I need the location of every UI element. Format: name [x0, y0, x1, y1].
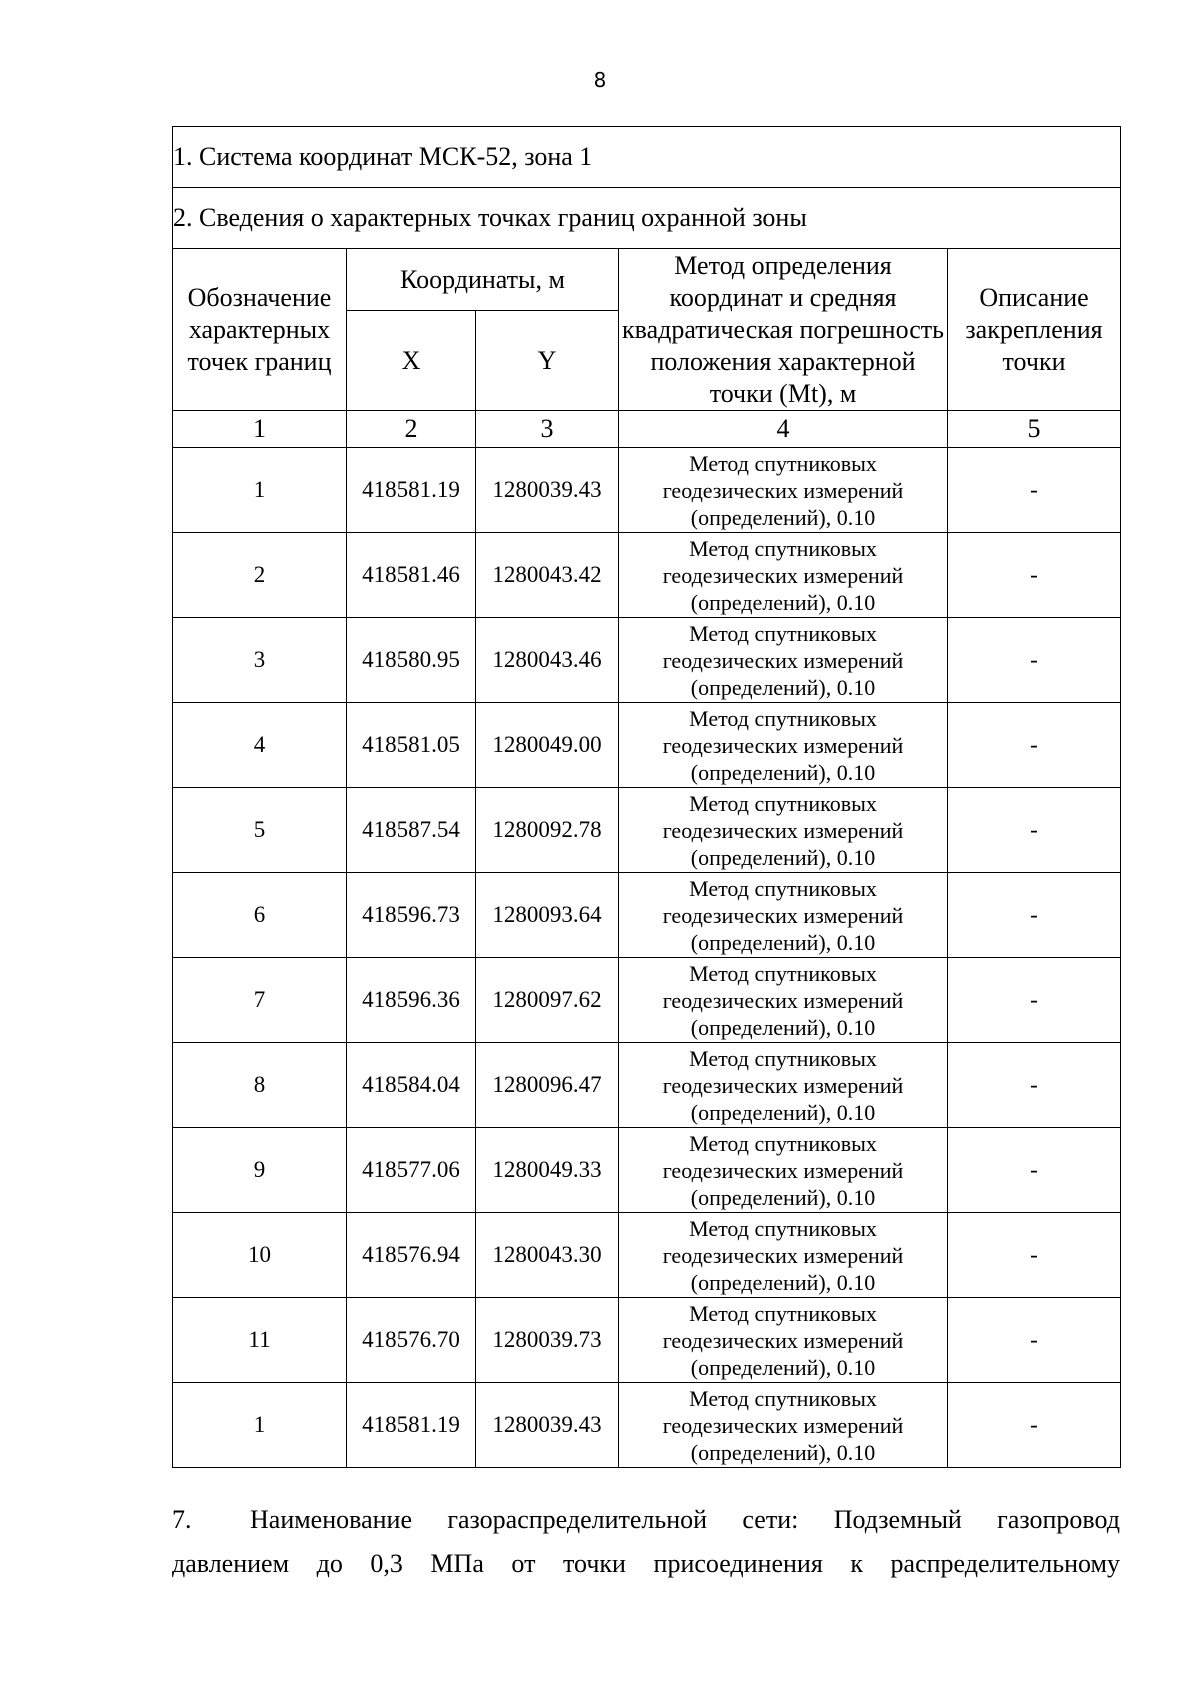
method-cell: Метод спутниковых геодезических измерений (определений), 0.10 — [619, 618, 948, 703]
y-cell: 1280049.33 — [476, 1128, 619, 1213]
x-cell: 418581.46 — [347, 533, 476, 618]
table-body — [173, 448, 1121, 1468]
y-cell: 1280039.73 — [476, 1298, 619, 1383]
column-number: 5 — [948, 411, 1121, 448]
y-cell: 1280043.42 — [476, 533, 619, 618]
point-cell: 8 — [173, 1043, 347, 1128]
table-row — [173, 448, 1121, 533]
section-7-paragraph — [172, 1498, 1120, 1586]
method-cell: Метод спутниковых геодезических измерений (определений), 0.10 — [619, 1128, 948, 1213]
table-row — [173, 1043, 1121, 1128]
table-row — [173, 1298, 1121, 1383]
method-cell: Метод спутниковых геодезических измерений (определений), 0.10 — [619, 1043, 948, 1128]
x-cell: 418581.19 — [347, 448, 476, 533]
y-cell: 1280096.47 — [476, 1043, 619, 1128]
table-row — [173, 703, 1121, 788]
x-cell: 418581.19 — [347, 1383, 476, 1468]
table-row — [173, 873, 1121, 958]
method-cell: Метод спутниковых геодезических измерений (определений), 0.10 — [619, 1298, 948, 1383]
method-cell: Метод спутниковых геодезических измерений (определений), 0.10 — [619, 448, 948, 533]
description-cell: - — [948, 1298, 1121, 1383]
y-cell: 1280039.43 — [476, 1383, 619, 1468]
point-cell: 2 — [173, 533, 347, 618]
method-cell: Метод спутниковых геодезических измерений (определений), 0.10 — [619, 958, 948, 1043]
y-cell: 1280093.64 — [476, 873, 619, 958]
column-numbers-row — [173, 411, 1121, 448]
point-cell: 5 — [173, 788, 347, 873]
header-y: Y — [476, 311, 619, 411]
header-x: X — [347, 311, 476, 411]
description-cell: - — [948, 448, 1121, 533]
header-method: Метод определения координат и средняя квадратическая погрешность положения характерной точки (Mt), м — [619, 249, 948, 411]
x-cell: 418596.73 — [347, 873, 476, 958]
table-row — [173, 1213, 1121, 1298]
boundary-points-table — [172, 126, 1121, 1468]
description-cell: - — [948, 958, 1121, 1043]
description-cell: - — [948, 1043, 1121, 1128]
description-cell: - — [948, 1383, 1121, 1468]
boundary-points-title: 2. Сведения о характерных точках границ охранной зоны — [173, 188, 1121, 249]
table-row — [173, 1128, 1121, 1213]
y-cell: 1280092.78 — [476, 788, 619, 873]
table-row — [173, 788, 1121, 873]
x-cell: 418581.05 — [347, 703, 476, 788]
description-cell: - — [948, 618, 1121, 703]
y-cell: 1280039.43 — [476, 448, 619, 533]
point-cell: 3 — [173, 618, 347, 703]
point-cell: 9 — [173, 1128, 347, 1213]
header-designation: Обозначение характерных точек границ — [173, 249, 347, 411]
coordinates-sheet — [172, 126, 1120, 1468]
y-cell: 1280043.46 — [476, 618, 619, 703]
method-cell: Метод спутниковых геодезических измерений (определений), 0.10 — [619, 703, 948, 788]
coordinate-system-title: 1. Система координат МСК-52, зона 1 — [173, 127, 1121, 188]
point-cell: 10 — [173, 1213, 347, 1298]
x-cell: 418584.04 — [347, 1043, 476, 1128]
y-cell: 1280043.30 — [476, 1213, 619, 1298]
header-coordinates: Координаты, м — [347, 249, 619, 311]
header-description: Описание закрепления точки — [948, 249, 1121, 411]
method-cell: Метод спутниковых геодезических измерений (определений), 0.10 — [619, 788, 948, 873]
table-row — [173, 1383, 1121, 1468]
column-number: 2 — [347, 411, 476, 448]
description-cell: - — [948, 533, 1121, 618]
x-cell: 418577.06 — [347, 1128, 476, 1213]
y-cell: 1280049.00 — [476, 703, 619, 788]
point-cell: 1 — [173, 1383, 347, 1468]
x-cell: 418580.95 — [347, 618, 476, 703]
method-cell: Метод спутниковых геодезических измерений (определений), 0.10 — [619, 533, 948, 618]
description-cell: - — [948, 703, 1121, 788]
section-number: 7. — [172, 1505, 192, 1534]
table-row — [173, 533, 1121, 618]
description-cell: - — [948, 873, 1121, 958]
section-text-line-1: Наименование газораспределительной сети: Подземный газопровод — [250, 1505, 1120, 1534]
description-cell: - — [948, 1213, 1121, 1298]
x-cell: 418596.36 — [347, 958, 476, 1043]
column-number: 3 — [476, 411, 619, 448]
point-cell: 6 — [173, 873, 347, 958]
method-cell: Метод спутниковых геодезических измерений (определений), 0.10 — [619, 1383, 948, 1468]
point-cell: 4 — [173, 703, 347, 788]
table-row — [173, 958, 1121, 1043]
column-number: 4 — [619, 411, 948, 448]
x-cell: 418576.70 — [347, 1298, 476, 1383]
column-number: 1 — [173, 411, 347, 448]
point-cell: 1 — [173, 448, 347, 533]
x-cell: 418576.94 — [347, 1213, 476, 1298]
y-cell: 1280097.62 — [476, 958, 619, 1043]
x-cell: 418587.54 — [347, 788, 476, 873]
point-cell: 7 — [173, 958, 347, 1043]
description-cell: - — [948, 1128, 1121, 1213]
description-cell: - — [948, 788, 1121, 873]
point-cell: 11 — [173, 1298, 347, 1383]
section-text-line-2: давлением до 0,3 МПа от точки присоединения к распределительному — [172, 1549, 1120, 1578]
table-row — [173, 618, 1121, 703]
method-cell: Метод спутниковых геодезических измерений (определений), 0.10 — [619, 873, 948, 958]
method-cell: Метод спутниковых геодезических измерений (определений), 0.10 — [619, 1213, 948, 1298]
page-number: 8 — [593, 68, 607, 92]
